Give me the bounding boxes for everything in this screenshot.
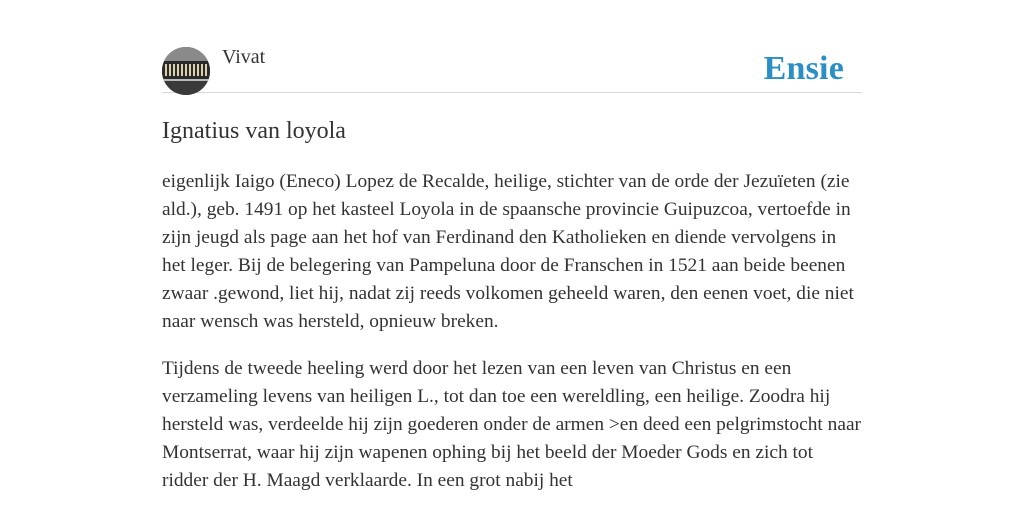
author-name[interactable]: Vivat: [222, 46, 266, 68]
page: [162, 0, 862, 491]
article-paragraph: Tijdens de tweede heeling werd door het lezen van een leven van Christus en een verzameling levens van heiligen L., tot dan toe een wereldling, een heilige. Zoodra hij hersteld was, verdeelde hij zijn goederen onder de armen >en deed een pelgrimstocht naar Montserrat, waar hij zijn wapenen ophing bij het beeld der Moeder Gods en zich tot ridder der H. Maagd verklaarde. In een grot nabij het: [162, 358, 862, 491]
article-body: [162, 168, 862, 514]
header: [162, 0, 862, 93]
article-paragraph: eigenlijk Iaigo (Eneco) Lopez de Recalde, heilige, stichter van de orde der Jezuïeten (zie ald.), geb. 1491 op het kasteel Loyola in de spaansche provincie Guipuzcoa, vertoefde in zijn jeugd als page aan het hof van Ferdinand den Katholieken en diende vervolgens in het leger. Bij de belegering van Pampeluna door de Franschen in 1521 aan beide beenen zwaar .gewond, liet hij, nadat zij reeds volkomen geheeld waren, den eenen voet, die niet naar wensch was hersteld, opnieuw breken.: [162, 171, 854, 332]
article-title: Ignatius van loyola: [162, 118, 346, 144]
avatar[interactable]: [162, 47, 210, 95]
typewriter-avatar-icon: [162, 47, 210, 95]
brand-logo[interactable]: Ensie: [763, 50, 844, 87]
